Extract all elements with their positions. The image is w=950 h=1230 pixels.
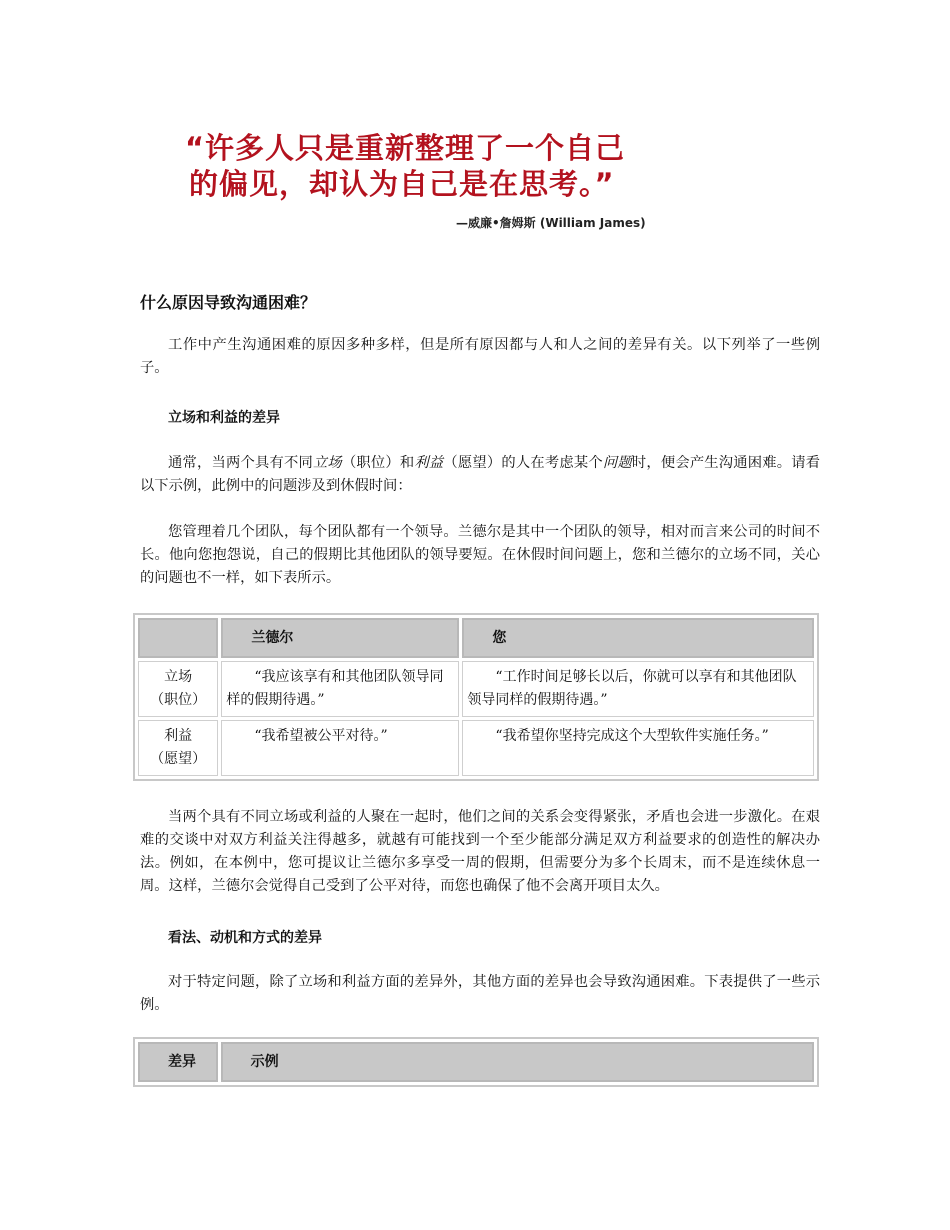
table-row [138,661,814,717]
section-heading-positions-interests: 立场和利益的差异 [168,410,280,426]
table-cell: “我希望被公平对待。” [221,720,459,776]
table-header-row [138,1042,814,1082]
section1-paragraph-3: 当两个具有不同立场或利益的人聚在一起时，他们之间的关系会变得紧张，矛盾也会进一步激化。在艰难的交谈中对双方利益关注得越多，就越有可能找到一个至少能部分满足双方利益要求的创造性的解决办法。例如，在本例中，您可提议让兰德尔多享受一周的假期，但需要分为多个长周末，而不是连续休息一周。这样，兰德尔会觉得自己受到了公平对待，而您也确保了他不会离开项目太久。 [140,809,820,894]
table-header-cell: 示例 [221,1042,814,1082]
table-row [138,720,814,776]
section1-paragraph-1: 通常，当两个具有不同立场（职位）和利益（愿望）的人在考虑某个问题时，便会产生沟通困难。请看以下示例，此例中的问题涉及到休假时间： [140,455,821,494]
table-header-row [138,618,814,658]
differences-table [133,1037,819,1087]
table-header-cell: 差异 [138,1042,218,1082]
quote-line-2: 的偏见，却认为自己是在思考。” [189,167,615,201]
table-header-cell: 您 [462,618,814,658]
pull-quote [185,130,625,202]
section-heading-perceptions: 看法、动机和方式的差异 [168,930,322,946]
table-cell: “我希望你坚持完成这个大型软件实施任务。” [462,720,814,776]
positions-interests-table [133,613,819,781]
row-label: 利益 （愿望） [138,720,218,776]
quote-line-1: “许多人只是重新整理了一个自己 [185,131,626,165]
intro-paragraph: 工作中产生沟通困难的原因多种多样，但是所有原因都与人和人之间的差异有关。以下列举了一些例子。 [140,337,820,376]
section2-paragraph-1: 对于特定问题，除了立场和利益方面的差异外，其他方面的差异也会导致沟通困难。下表提供了一些示例。 [140,974,820,1013]
page-title: 什么原因导致沟通困难？ [140,293,317,312]
table-cell: “我应该享有和其他团队领导同样的假期待遇。” [221,661,459,717]
table-header-cell [138,618,218,658]
row-label: 立场 （职位） [138,661,218,717]
section1-paragraph-2: 您管理着几个团队，每个团队都有一个领导。兰德尔是其中一个团队的领导，相对而言来公司的时间不长。他向您抱怨说，自己的假期比其他团队的领导要短。在休假时间问题上，您和兰德尔的立场不同，关心的问题也不一样，如下表所示。 [140,524,820,586]
table-cell: “工作时间足够长以后，你就可以享有和其他团队领导同样的假期待遇。” [462,661,814,717]
quote-attribution: —威廉•詹姆斯 (William James) [456,216,646,230]
table-header-cell: 兰德尔 [221,618,459,658]
